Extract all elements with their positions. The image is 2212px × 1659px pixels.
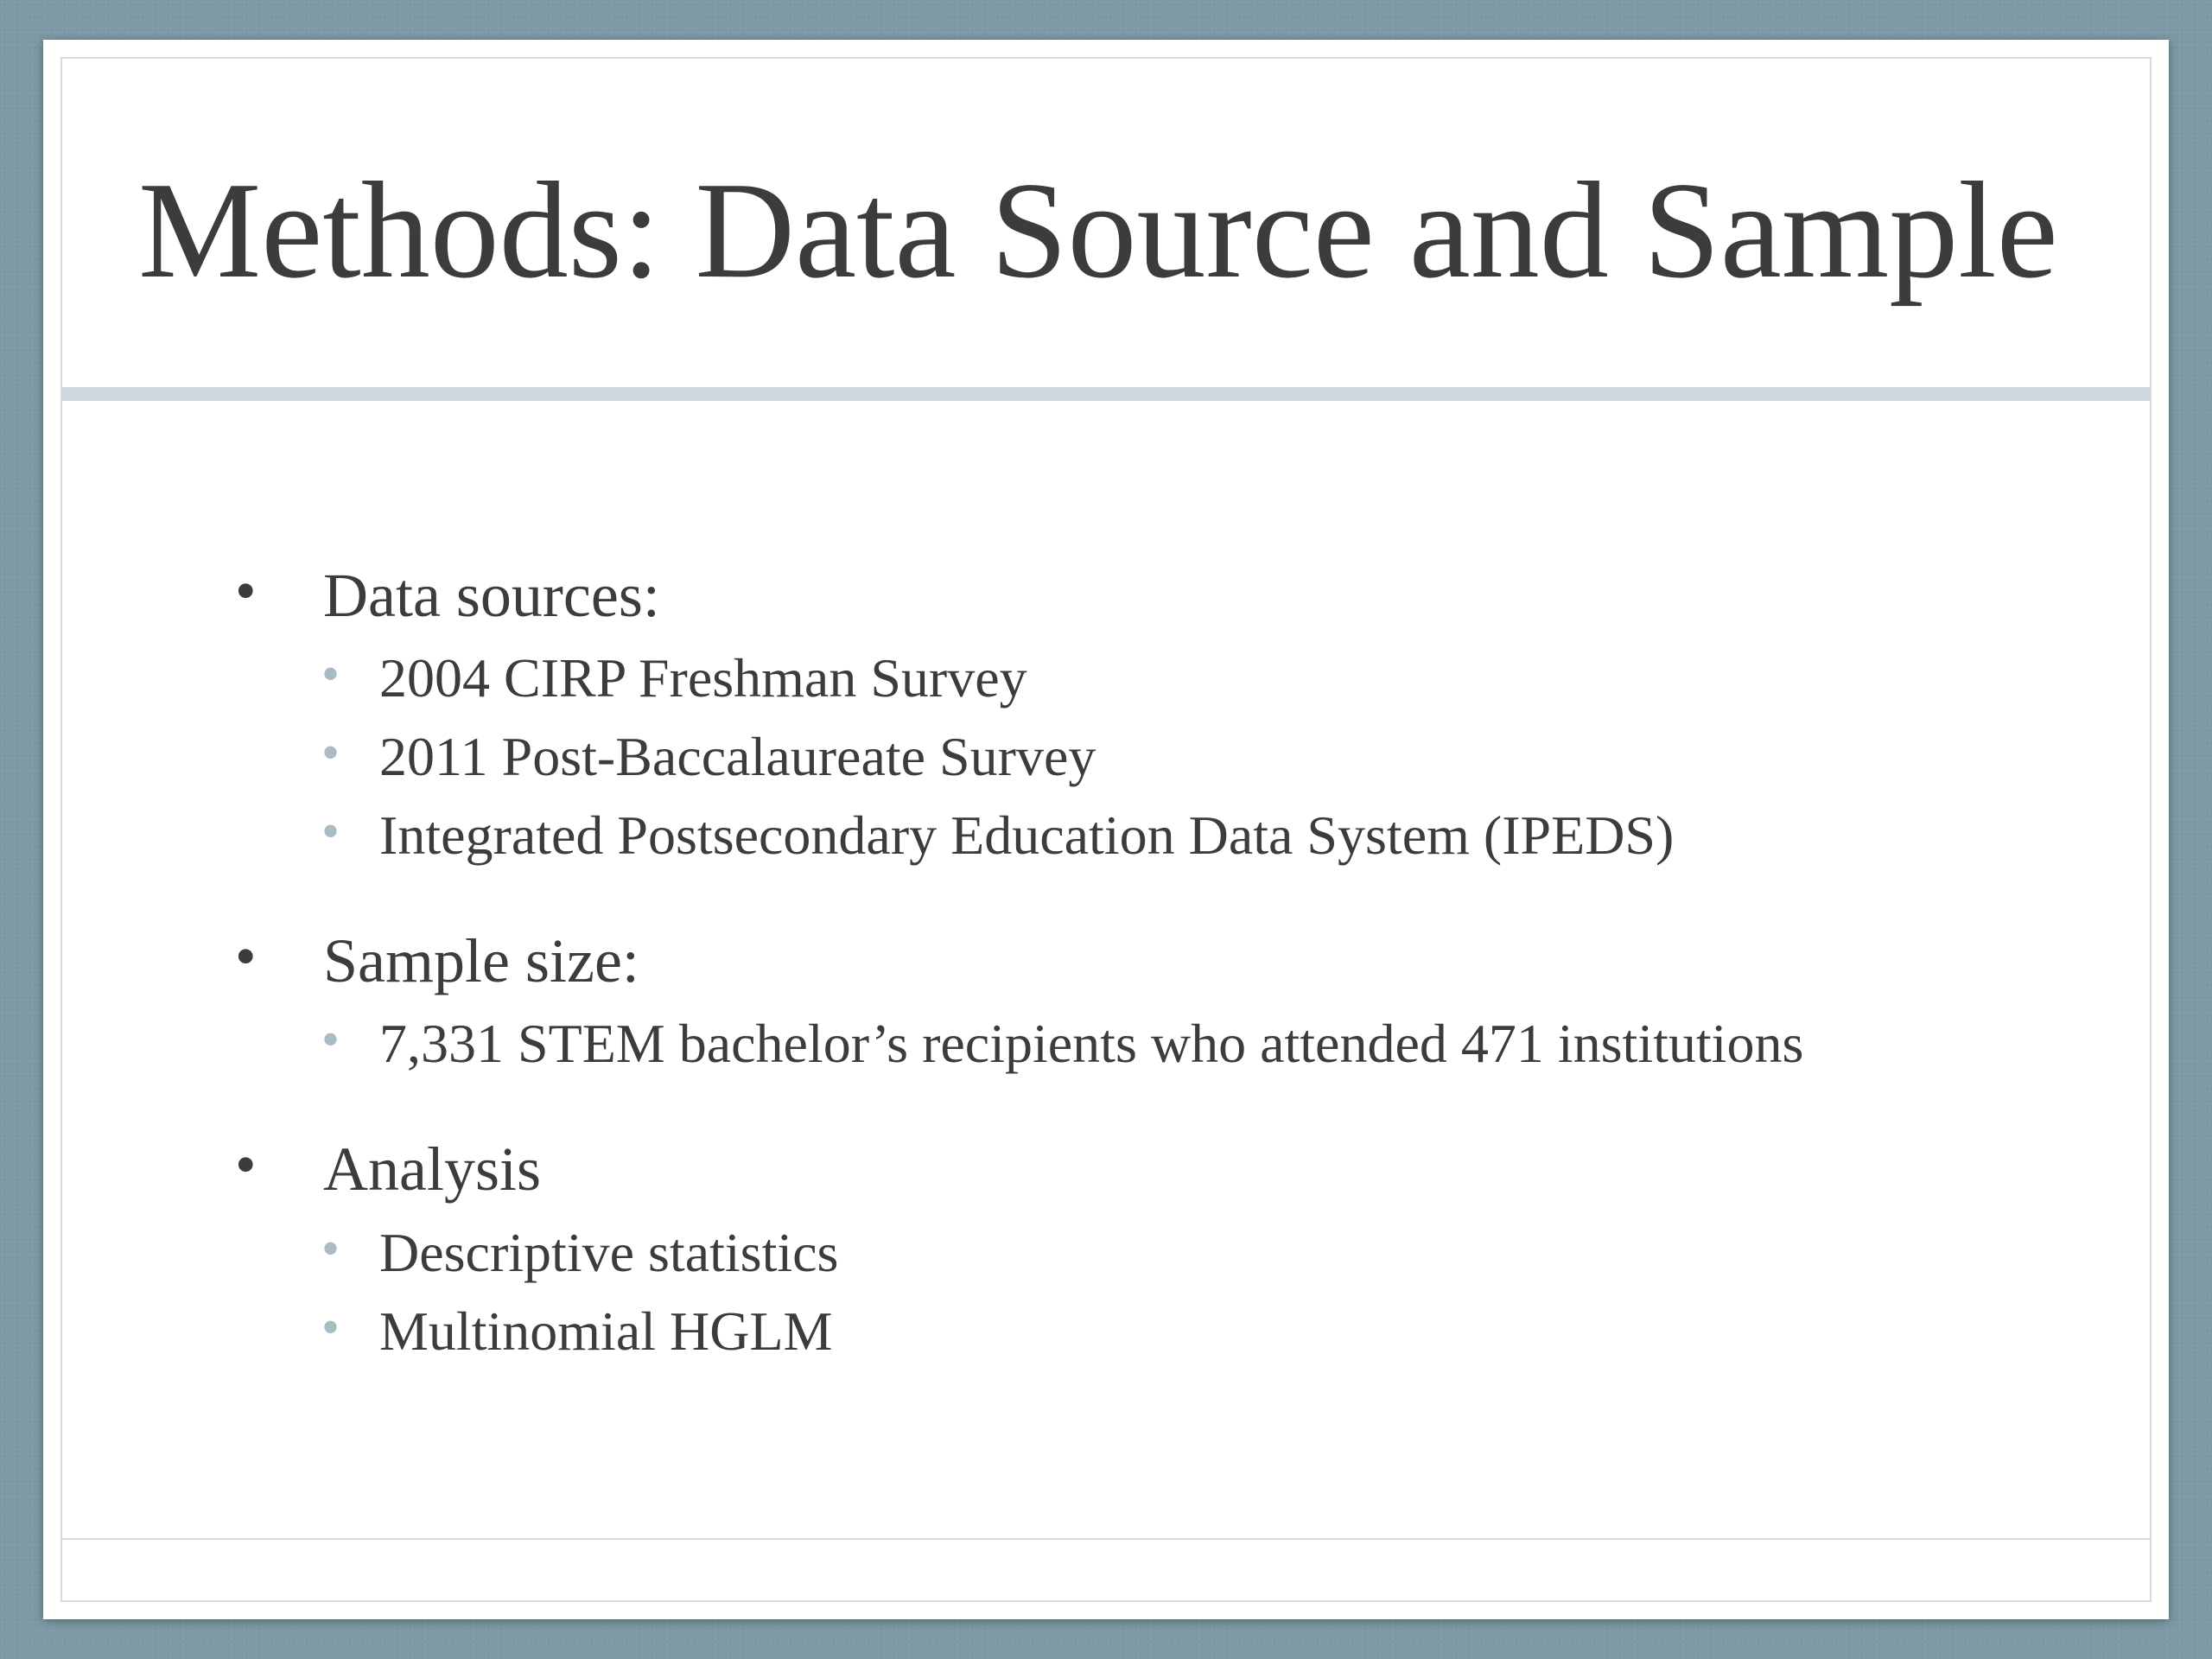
bullet-item xyxy=(43,558,2169,868)
sub-bullet-icon: • xyxy=(321,1298,340,1356)
sub-bullet-text: 2011 Post-Baccalaureate Survey xyxy=(379,726,1096,788)
title-divider xyxy=(62,387,2150,401)
bullet-item xyxy=(43,1132,2169,1363)
bullet-text: Analysis xyxy=(323,1135,541,1205)
sub-bullet-icon: • xyxy=(321,1011,340,1069)
sub-bullet-icon: • xyxy=(321,803,340,861)
sub-bullet-list xyxy=(43,1221,2169,1364)
sub-bullet-text: Descriptive statistics xyxy=(379,1221,839,1283)
sub-bullet-item xyxy=(43,725,2169,790)
sub-bullet-icon: • xyxy=(321,724,340,782)
bullet-item xyxy=(43,924,2169,1077)
sub-bullet-text: 2004 CIRP Freshman Survey xyxy=(379,647,1027,709)
slide xyxy=(43,40,2169,1619)
sub-bullet-icon: • xyxy=(321,1219,340,1277)
sub-bullet-text: Multinomial HGLM xyxy=(379,1300,833,1362)
sub-bullet-item xyxy=(43,1300,2169,1364)
sub-bullet-list xyxy=(43,1012,2169,1077)
slide-title: Methods: Data Source and Sample xyxy=(138,153,2058,307)
sub-bullet-item xyxy=(43,1012,2169,1077)
sub-bullet-item xyxy=(43,646,2169,711)
sub-bullet-text: 7,331 STEM bachelor’s recipients who attended 471 institutions xyxy=(379,1013,1804,1075)
sub-bullet-item xyxy=(43,804,2169,868)
bullet-icon: • xyxy=(235,1132,257,1199)
footer-divider xyxy=(62,1538,2150,1540)
bullet-text: Sample size: xyxy=(323,926,639,996)
sub-bullet-item xyxy=(43,1221,2169,1286)
bullet-list xyxy=(43,558,2169,1363)
sub-bullet-list xyxy=(43,646,2169,868)
bullet-icon: • xyxy=(235,558,257,625)
sub-bullet-icon: • xyxy=(321,645,340,703)
bullet-text: Data sources: xyxy=(323,561,660,630)
sub-bullet-text: Integrated Postsecondary Education Data System (IPEDS) xyxy=(379,804,1675,867)
bullet-icon: • xyxy=(235,924,257,991)
